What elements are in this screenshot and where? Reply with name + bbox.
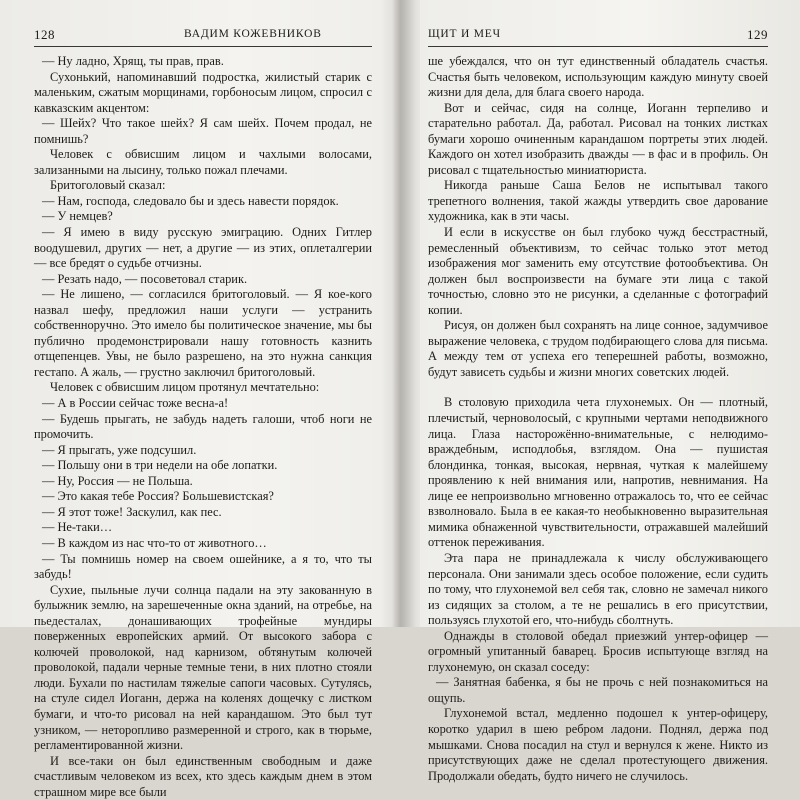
page-number: 129 xyxy=(747,27,768,42)
paragraph: — Это какая тебе Россия? Большевистская? xyxy=(42,489,274,504)
paragraph: — Ну ладно, Хрящ, ты прав, прав. xyxy=(42,54,224,68)
paragraph: — В каждом из нас что-то от животного… xyxy=(42,535,267,550)
paragraph: — Я этот тоже! Заскулил, как пес. xyxy=(42,504,222,519)
paragraph: — Резать надо, — посоветовал старик. xyxy=(42,271,248,286)
paragraph: — Будешь прыгать, не забудь надеть галоши, чтоб ноги не промочить. xyxy=(34,411,372,442)
paragraph: — Я имею в виду русскую эмиграцию. Одних Гитлер воодушевил, других — нет, а другие — из этих, оплеталгерии — все бредят о судьбе отчизны. xyxy=(34,225,372,271)
header-rule xyxy=(34,46,372,47)
paragraph: — Занятная бабенка, я бы не прочь с ней познакомиться на ощупь. xyxy=(428,675,768,705)
paragraph: Бритоголовый сказал: xyxy=(50,178,166,193)
right-page-text xyxy=(428,54,768,784)
paragraph: И все-таки он был единственным свободным и даже счастливым человеком из всех, кто здесь каждым днем в этом страшном мире все были xyxy=(34,753,372,799)
paragraph: Вот и сейчас, сидя на солнце, Иоганн терпеливо и старательно работал. Да, работал. Рисовал на тонких листках бумаги хорошо очиненным карандашом портреты этих людей. Каждого он хотел изобразить дважды — в фас и в профиль. Он рисовал с тщательностью миниатюриста. xyxy=(428,100,768,177)
paragraph: Однажды в столовой обедал приезжий унтер-офицер — огромный упитанный баварец. Бросив испытующе взгляд на глухонемую, он сказал соседу: xyxy=(428,628,768,674)
paragraph: — Не лишено, — согласился бритоголовый. — Я кое-кого назвал шефу, предложил наши услуги — устранить собственноручно. Это имело бы политическое значение, мы бы публично продемонстрировали нашу готовность казнить отщепенцев. Увы, не было разрешено, на это нужна санкция гестапо. А жаль, — грустно заключил бритоголовый. xyxy=(34,287,372,379)
paragraph: Сухие, пыльные лучи солнца падали на эту закованную в булыжник землю, на зарешеченные окна зданий, на отребье, на пьедесталах, донашивающих трофейные мундиры поверженных европейских армий. От высокого забора с колючей проволокой, над карнизом, обтянутым колючей проволокой, падали черные темные тени, в них плотно стояли люди. Бухали по настилам тяжелые сапоги часовых. Сутулясь, на стуле сидел Иоганн, держа на коленях дощечку с листком бумаги, и что-то рисовал на ней карандашом. Это был тут узником, — неторопливо размеренной и строго, как в тюрьме, регламентированной жизни. xyxy=(34,582,372,753)
paragraph: — Ты помнишь номер на своем ошейнике, а я то, что ты забудь! xyxy=(34,551,372,582)
paragraph: — Я прыгать, уже подсушил. xyxy=(42,442,197,457)
paragraph: — Ну, Россия — не Польша. xyxy=(42,473,193,488)
paragraph: В столовую приходила чета глухонемых. Он — плотный, плечистый, черноволосый, с крупными чертами неподвижного лица. Глаза насторожённо-внимательные, с нелюдимо-враждебным, исподлобья, взглядом. Она — пушистая блондинка, тонкая, высокая, нервная, чуткая к малейшему проявлению к ней внимания или, напротив, невнимания. На лице ее непроизвольно мгновенно отражалось то, что ее сейчас взволновало. Была в ее какая-то необыкновенно выразительная мимика обнаженной чувствительности, отражавшей малейший оттенок переживания. xyxy=(428,395,768,550)
paragraph: ше убеждался, что он тут единственный обладатель счастья. Счастья быть человеком, использующим каждую минуту своей жизни для дела, для блага своего народа. xyxy=(428,54,768,100)
paragraph: — Шейх? Что такое шейх? Я сам шейх. Почем продал, не помнишь? xyxy=(34,116,372,146)
paragraph: Человек с обвисшим лицом и чахлыми волосами, зализанными на лысину, только пожал плечами. xyxy=(34,147,372,177)
page-number: 128 xyxy=(34,27,55,42)
paragraph: Эта пара не принадлежала к числу обслуживающего персонала. Они занимали здесь особое положение, если судить по тому, что глухонемой вел себя так, словно не замечал никого из сидящих за столом, а те не решались в его присутствии, пользуясь глухотой его, что-нибудь сболтнуть. xyxy=(428,550,768,628)
paragraph: Глухонемой встал, медленно подошел к унтер-офицеру, коротко ударил в шею ребром ладони. Поднял, держа под мышками. Снова посадил на стул и вернулся к жене. Никто из присутствующих даже не сделал протестующего движения. Продолжали обедать, будто ничего не случилось. xyxy=(428,706,768,783)
running-head-title: ЩИТ И МЕЧ xyxy=(428,28,501,40)
paragraph: Человек с обвисшим лицом протянул мечтательно: xyxy=(50,380,320,395)
header-rule xyxy=(428,46,768,47)
left-page-text xyxy=(34,54,372,800)
left-page-header xyxy=(34,27,372,43)
paragraph: — Не-таки… xyxy=(42,520,113,535)
paragraph: Рисуя, он должен был сохранять на лице сонное, задумчивое выражение человека, с трудом подбирающего слова для письма. А между тем от успеха его теперешней работы, возможно, будут зависеть судьбы и жизни многих советских людей. xyxy=(428,318,768,379)
right-page xyxy=(402,0,800,783)
paragraph: И если в искусстве он был глубоко чужд бесстрастный, ремесленный объективизм, то сейчас только этот метод изображения мог заменить ему отсутствие фотообъектива. Он должен был воспроизвести на бумаге эти лица с такой точностью, словно это не рисунки, а сделанные с фотографий копии. xyxy=(428,225,768,317)
paragraph: — А в России сейчас тоже весна-а! xyxy=(42,396,229,411)
left-page xyxy=(0,0,398,799)
paragraph: — У немцев? xyxy=(42,209,113,224)
paragraph: Сухонький, напоминавший подростка, жилистый старик с маленьким, сжатым морщинами, горбоносым лицом, спросил с кавказским акцентом: xyxy=(34,69,372,115)
right-page-header xyxy=(428,27,768,43)
running-head-author: ВАДИМ КОЖЕВНИКОВ xyxy=(184,28,322,40)
paragraph: — Польшу они в три недели на обе лопатки. xyxy=(42,458,278,473)
paragraph: Никогда раньше Саша Белов не испытывал такого трепетного волнения, такой жажды утвердить свое дарование художника, как в эти часы. xyxy=(428,178,768,224)
paragraph: — Нам, господа, следовало бы и здесь навести порядок. xyxy=(42,193,339,208)
